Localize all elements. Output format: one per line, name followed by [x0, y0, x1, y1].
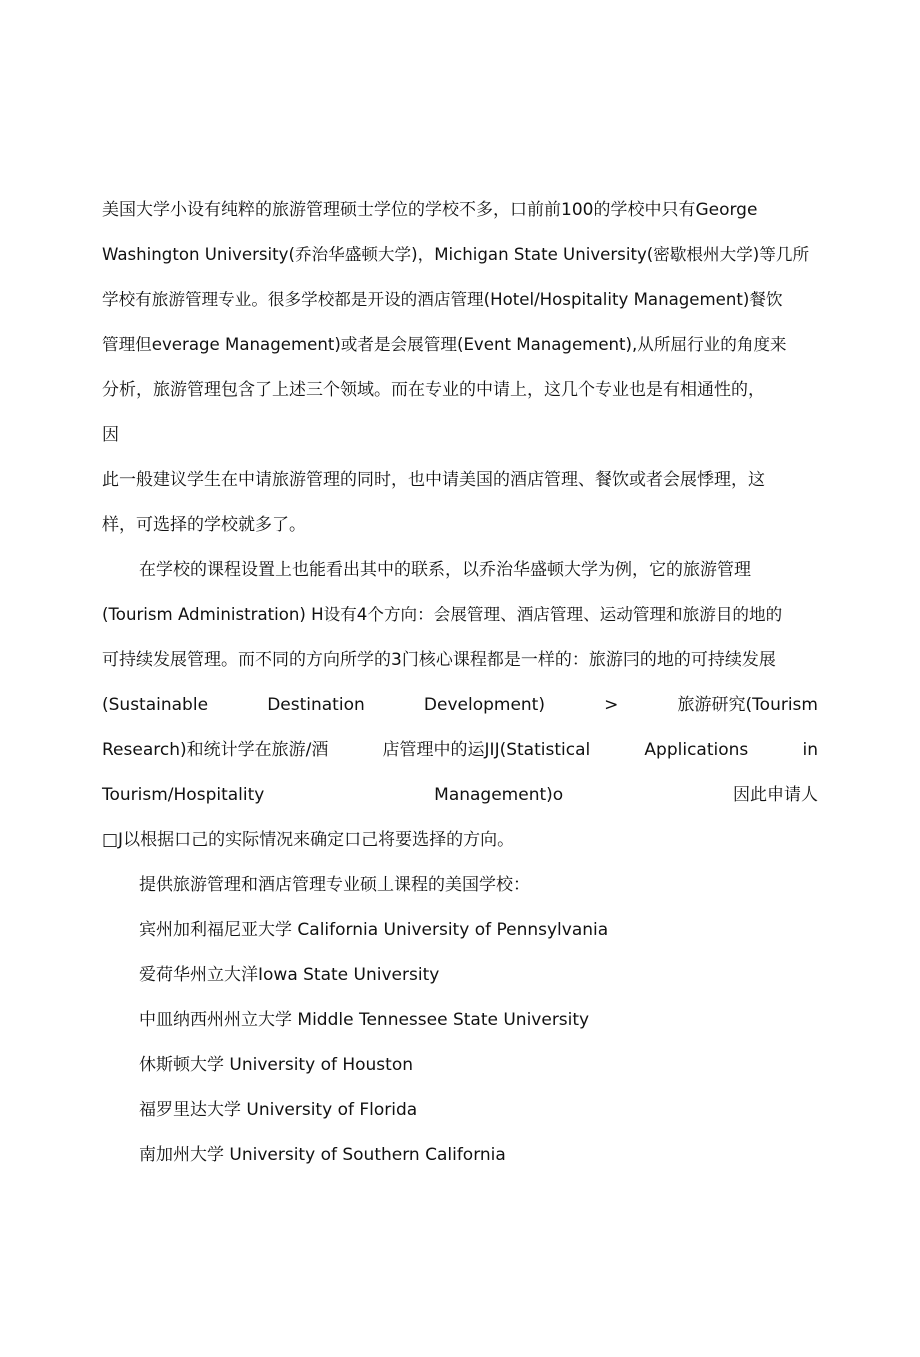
paragraph2-line3: 可持续发展管理。而不同的方向所学的3门核心课程都是一样的：旅游冃的地的可持续发展 [102, 650, 776, 670]
school-list-item: 南加州大学 University of Southern California [139, 1145, 506, 1165]
paragraph1-line1: 美国大学小设有纯粹的旅游管理硕士学位的学校不多，口前前100的学校中只有George [102, 200, 758, 220]
paragraph2-line2: (Tourism Administration) H设有4个方向：会展管理、酒店管理、运动管理和旅游目的地的 [102, 605, 783, 624]
paragraph2-line7: □J以根据口己的实际情况来确定口己将要选择的方向。 [102, 830, 515, 850]
paragraph1-line6: 因 [102, 425, 119, 445]
paragraph1-line8: 样，可选择的学校就多了。 [102, 515, 306, 535]
school-list-item: 福罗里达大学 University of Florida [139, 1100, 418, 1120]
school-list-item: 中皿纳西州州立大学 Middle Tennessee State University [139, 1010, 590, 1030]
paragraph2-line5: Research)和统计学在旅游/酒 店管理中的运JIJ(Statistical Applications in [102, 740, 818, 760]
paragraph1-line3: 学校有旅游管理专业。很多学校都是开设的酒店管理(Hotel/Hospitality Management)餐饮 [102, 290, 783, 309]
paragraph2-line6: Tourism/Hospitality Management)o 因此申请人 [102, 785, 818, 805]
paragraph2-line1: 在学校的课程设置上也能看出其中的联系，以乔治华盛顿大学为例，它的旅游管理 [139, 560, 751, 580]
school-list-item: 爱荷华州立大洋Iowa State University [139, 965, 440, 985]
school-list-intro: 提供旅游管理和酒店管理专业硕丄课程的美国学校： [139, 875, 530, 895]
paragraph1-line5: 分析，旅游管理包含了上述三个领域。而在专业的中请上，这几个专业也是有相通性的， [102, 380, 765, 400]
paragraph2-line4: (Sustainable Destination Development) > 旅游研究(Tourism [102, 695, 818, 715]
school-list-item: 宾州加利福尼亚大学 California University of Pennsylvania [139, 920, 609, 940]
school-list-item: 休斯顿大学 University of Houston [139, 1055, 414, 1075]
paragraph1-line4: 管理但everage Management)或者是会展管理(Event Management),从所屈行业的角度来 [102, 335, 787, 354]
paragraph1-line7: 此一般建议学生在中请旅游管理的同时，也中请美国的酒店管理、餐饮或者会展悸理，这 [102, 470, 765, 490]
paragraph1-line2: Washington University(乔治华盛顿大学)，Michigan State University(密歇根州大学)等几所 [102, 245, 810, 264]
